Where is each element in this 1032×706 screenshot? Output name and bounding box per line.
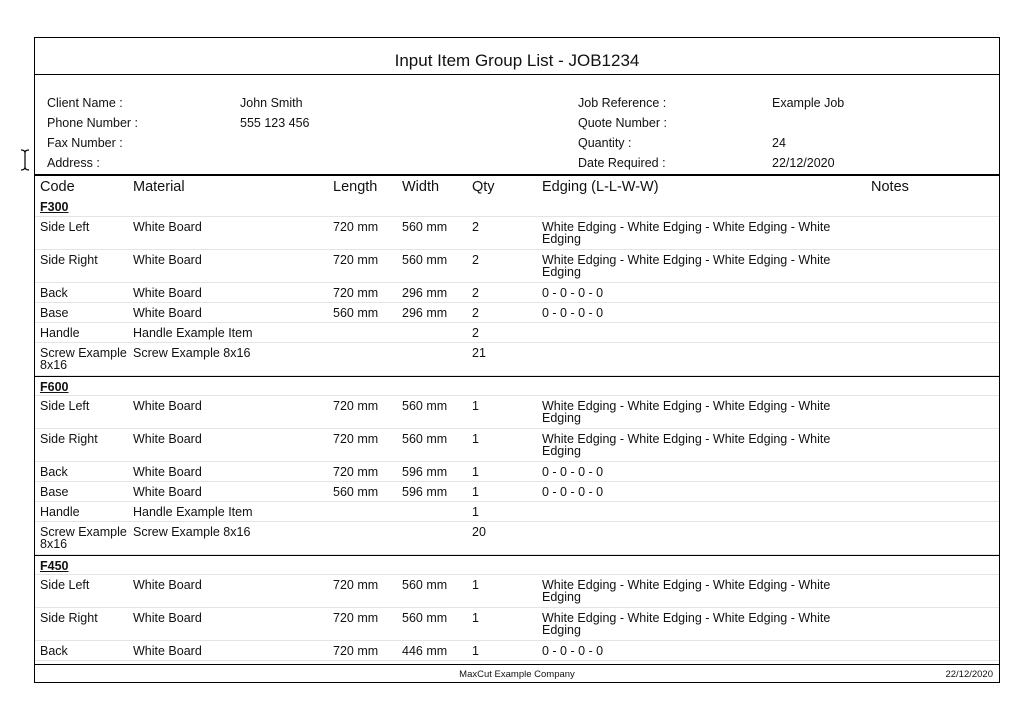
client-name-value: John Smith — [240, 96, 303, 110]
item-code: Back — [40, 286, 68, 300]
item-qty: 1 — [472, 644, 479, 658]
item-table — [35, 197, 999, 661]
group-code: F600 — [40, 380, 69, 394]
item-material: White Board — [133, 306, 202, 320]
quote-number-label: Quote Number : — [578, 116, 667, 130]
item-code: Side Left — [40, 578, 90, 592]
item-length: 720 mm — [333, 578, 379, 592]
item-material: Handle Example Item — [133, 505, 253, 519]
item-edging: White Edging - White Edging - White Edging - White Edging — [542, 399, 831, 425]
table-row — [35, 641, 999, 661]
item-qty: 2 — [472, 326, 479, 340]
item-material: White Board — [133, 432, 202, 446]
date-required-value: 22/12/2020 — [772, 156, 835, 170]
group-code: F300 — [40, 200, 69, 214]
table-row — [35, 217, 999, 250]
item-qty: 1 — [472, 465, 479, 479]
date-required-label: Date Required : — [578, 156, 666, 170]
item-edging: White Edging - White Edging - White Edging - White Edging — [542, 220, 831, 246]
col-qty: Qty — [472, 179, 495, 195]
item-code: Back — [40, 465, 68, 479]
item-length: 720 mm — [333, 286, 379, 300]
quantity-value: 24 — [772, 136, 786, 150]
table-row — [35, 502, 999, 522]
report-page — [34, 37, 1000, 683]
item-width: 560 mm — [402, 611, 448, 625]
column-header-row — [35, 174, 999, 197]
item-width: 560 mm — [402, 578, 448, 592]
item-qty: 1 — [472, 578, 479, 592]
table-row — [35, 396, 999, 429]
item-code: Handle — [40, 326, 80, 340]
phone-number-value: 555 123 456 — [240, 116, 310, 130]
group-header-row — [35, 376, 999, 396]
fax-number-label: Fax Number : — [47, 136, 123, 150]
item-material: White Board — [133, 220, 202, 234]
item-code: Screw Example 8x16 — [40, 525, 127, 551]
phone-number-label: Phone Number : — [47, 116, 139, 130]
col-width: Width — [402, 179, 440, 195]
item-length: 720 mm — [333, 432, 379, 446]
item-qty: 1 — [472, 485, 479, 499]
col-material: Material — [133, 179, 185, 195]
item-length: 720 mm — [333, 611, 379, 625]
item-qty: 20 — [472, 525, 486, 539]
item-edging: 0 - 0 - 0 - 0 — [542, 644, 604, 658]
item-material: White Board — [133, 611, 202, 625]
col-notes: Notes — [871, 179, 909, 195]
item-qty: 1 — [472, 399, 479, 413]
client-name-label: Client Name : — [47, 96, 123, 110]
item-edging: 0 - 0 - 0 - 0 — [542, 306, 604, 320]
item-width: 596 mm — [402, 485, 448, 499]
item-code: Base — [40, 306, 69, 320]
job-reference-label: Job Reference : — [578, 96, 667, 110]
item-width: 560 mm — [402, 220, 448, 234]
footer-company: MaxCut Example Company — [459, 669, 575, 680]
item-material: White Board — [133, 465, 202, 479]
item-code: Side Left — [40, 399, 90, 413]
quantity-label: Quantity : — [578, 136, 632, 150]
item-material: White Board — [133, 253, 202, 267]
group-header-row — [35, 555, 999, 575]
item-length: 720 mm — [333, 253, 379, 267]
item-material: Screw Example 8x16 — [133, 346, 251, 360]
item-qty: 2 — [472, 253, 479, 267]
table-row — [35, 303, 999, 323]
table-row — [35, 323, 999, 343]
item-width: 560 mm — [402, 432, 448, 446]
job-reference-value: Example Job — [772, 96, 845, 110]
item-material: Handle Example Item — [133, 326, 253, 340]
item-edging: White Edging - White Edging - White Edging - White Edging — [542, 253, 831, 279]
table-row — [35, 343, 999, 376]
item-material: White Board — [133, 286, 202, 300]
col-length: Length — [333, 179, 378, 195]
col-code: Code — [40, 179, 75, 195]
col-edging: Edging (L-L-W-W) — [542, 179, 659, 195]
item-width: 560 mm — [402, 253, 448, 267]
address-label: Address : — [47, 156, 100, 170]
item-length: 720 mm — [333, 465, 379, 479]
item-material: White Board — [133, 485, 202, 499]
item-width: 560 mm — [402, 399, 448, 413]
item-edging: White Edging - White Edging - White Edging - White Edging — [542, 578, 831, 604]
item-material: White Board — [133, 578, 202, 592]
item-width: 446 mm — [402, 644, 448, 658]
item-code: Side Left — [40, 220, 90, 234]
text-cursor-icon — [20, 149, 30, 171]
table-row — [35, 250, 999, 283]
item-width: 596 mm — [402, 465, 448, 479]
item-width: 296 mm — [402, 286, 448, 300]
report-title: Input Item Group List - JOB1234 — [35, 38, 999, 75]
table-row — [35, 575, 999, 608]
item-qty: 2 — [472, 306, 479, 320]
item-qty: 1 — [472, 611, 479, 625]
item-code: Handle — [40, 505, 80, 519]
item-edging: White Edging - White Edging - White Edging - White Edging — [542, 611, 831, 637]
table-row — [35, 522, 999, 555]
item-length: 720 mm — [333, 644, 379, 658]
group-header-row — [35, 197, 999, 217]
page-footer — [35, 664, 999, 683]
item-width: 296 mm — [402, 306, 448, 320]
group-code: F450 — [40, 559, 69, 573]
item-length: 720 mm — [333, 220, 379, 234]
item-code: Side Right — [40, 611, 98, 625]
item-qty: 21 — [472, 346, 486, 360]
item-qty: 2 — [472, 220, 479, 234]
item-code: Base — [40, 485, 69, 499]
item-qty: 2 — [472, 286, 479, 300]
item-code: Back — [40, 644, 68, 658]
item-edging: 0 - 0 - 0 - 0 — [542, 465, 604, 479]
item-qty: 1 — [472, 432, 479, 446]
item-qty: 1 — [472, 505, 479, 519]
table-row — [35, 283, 999, 303]
item-edging: 0 - 0 - 0 - 0 — [542, 286, 604, 300]
item-material: White Board — [133, 644, 202, 658]
table-row — [35, 462, 999, 482]
item-edging: 0 - 0 - 0 - 0 — [542, 485, 604, 499]
item-code: Side Right — [40, 432, 98, 446]
item-length: 560 mm — [333, 306, 379, 320]
table-row — [35, 608, 999, 641]
item-code: Screw Example 8x16 — [40, 346, 127, 372]
item-material: Screw Example 8x16 — [133, 525, 251, 539]
item-code: Side Right — [40, 253, 98, 267]
footer-date: 22/12/2020 — [945, 669, 993, 680]
item-length: 560 mm — [333, 485, 379, 499]
table-row — [35, 482, 999, 502]
item-length: 720 mm — [333, 399, 379, 413]
table-row — [35, 429, 999, 462]
item-edging: White Edging - White Edging - White Edging - White Edging — [542, 432, 831, 458]
item-material: White Board — [133, 399, 202, 413]
